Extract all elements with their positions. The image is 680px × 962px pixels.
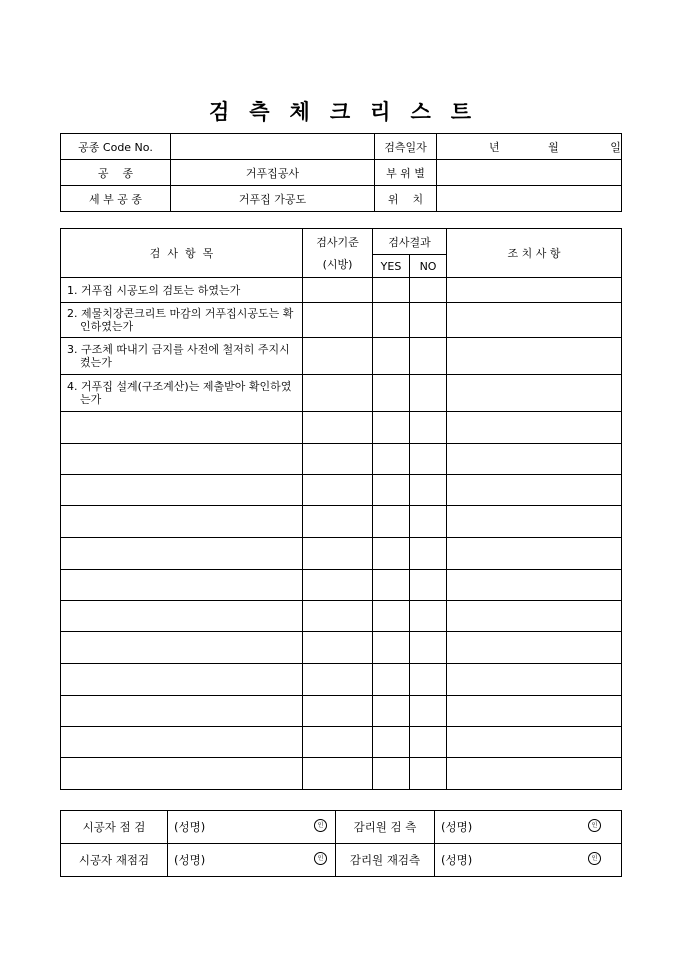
row-criteria-cell[interactable] — [303, 727, 373, 758]
part-label: 부 위 별 — [375, 160, 437, 186]
row-no-cell[interactable] — [410, 570, 447, 601]
row-criteria-cell[interactable] — [303, 475, 373, 506]
row-item-cell — [61, 538, 303, 570]
row-action-cell[interactable] — [447, 664, 622, 696]
row-yes-cell[interactable] — [373, 696, 410, 727]
row-no-cell[interactable] — [410, 727, 447, 758]
title-char: 측 — [249, 99, 270, 124]
row-yes-cell[interactable] — [373, 375, 410, 412]
row-no-cell[interactable] — [410, 303, 447, 338]
row-action-cell[interactable] — [447, 570, 622, 601]
col-criteria-line1: 검사기준 — [316, 236, 359, 249]
row-no-cell[interactable] — [410, 375, 447, 412]
sub-work-type-label: 세 부 공 종 — [61, 186, 171, 212]
title-char: 리 — [370, 99, 391, 124]
row-action-cell[interactable] — [447, 412, 622, 444]
row-criteria-cell[interactable] — [303, 696, 373, 727]
row-criteria-cell[interactable] — [303, 338, 373, 375]
location-value[interactable] — [437, 186, 622, 212]
table-row — [61, 758, 622, 790]
inspection-table — [60, 228, 622, 790]
row-action-cell[interactable] — [447, 758, 622, 790]
date-day: 일 — [610, 140, 621, 154]
col-yes-header: YES — [373, 255, 410, 278]
seal-icon: 인 — [314, 852, 327, 865]
row-no-cell[interactable] — [410, 412, 447, 444]
date-year: 년 — [489, 140, 500, 154]
contractor-inspect-label: 시공자 점 검 — [61, 811, 168, 844]
row-yes-cell[interactable] — [373, 727, 410, 758]
row-no-cell[interactable] — [410, 632, 447, 664]
table-row — [61, 375, 622, 412]
supervisor-inspect-label: 감리원 검 측 — [336, 811, 435, 844]
work-type-value[interactable]: 거푸집공사 — [171, 160, 375, 186]
row-item-cell — [61, 475, 303, 506]
table-row — [61, 475, 622, 506]
row-item-cell — [61, 696, 303, 727]
row-action-cell[interactable] — [447, 338, 622, 375]
row-yes-cell[interactable] — [373, 338, 410, 375]
row-yes-cell[interactable] — [373, 303, 410, 338]
document-title — [0, 96, 680, 126]
supervisor-inspect-name[interactable] — [435, 811, 622, 844]
contractor-reinspect-name[interactable] — [168, 844, 336, 877]
row-no-cell[interactable] — [410, 601, 447, 632]
row-action-cell[interactable] — [447, 303, 622, 338]
col-criteria-header — [303, 229, 373, 278]
title-char: 크 — [329, 99, 351, 124]
table-row — [61, 696, 622, 727]
table-row — [61, 444, 622, 475]
row-criteria-cell[interactable] — [303, 570, 373, 601]
row-criteria-cell[interactable] — [303, 375, 373, 412]
col-action-header: 조 치 사 항 — [447, 229, 622, 278]
row-item-cell — [61, 664, 303, 696]
row-yes-cell[interactable] — [373, 570, 410, 601]
table-row — [61, 727, 622, 758]
table-row — [61, 506, 622, 538]
table-row — [61, 601, 622, 632]
row-no-cell[interactable] — [410, 538, 447, 570]
title-char: 체 — [289, 99, 310, 124]
sub-work-type-value[interactable]: 거푸집 가공도 — [171, 186, 375, 212]
row-action-cell[interactable] — [447, 632, 622, 664]
row-action-cell[interactable] — [447, 696, 622, 727]
row-no-cell[interactable] — [410, 475, 447, 506]
title-char: 트 — [450, 99, 472, 124]
row-no-cell[interactable] — [410, 696, 447, 727]
inspection-date-label: 검측일자 — [375, 134, 437, 160]
supervisor-reinspect-name[interactable] — [435, 844, 622, 877]
header-table — [60, 133, 622, 212]
row-action-cell[interactable] — [447, 538, 622, 570]
table-row — [61, 538, 622, 570]
part-value[interactable] — [437, 160, 622, 186]
title-char: 검 — [208, 99, 230, 124]
row-item-cell — [61, 632, 303, 664]
row-item-cell: 4. 거푸집 설계(구조계산)는 제출받아 확인하였는가 — [61, 375, 303, 412]
table-row — [61, 632, 622, 664]
name-placeholder: (성명) — [174, 853, 206, 867]
row-item-cell: 2. 제물치장콘크리트 마감의 거푸집시공도는 확인하였는가 — [61, 303, 303, 338]
row-yes-cell[interactable] — [373, 278, 410, 303]
seal-icon: 인 — [588, 852, 601, 865]
row-item-cell: 3. 구조체 따내기 금지를 사전에 철저히 주지시켰는가 — [61, 338, 303, 375]
row-item-cell — [61, 506, 303, 538]
name-placeholder: (성명) — [441, 853, 473, 867]
table-row — [61, 570, 622, 601]
row-action-cell[interactable] — [447, 475, 622, 506]
table-row — [61, 338, 622, 375]
signature-table — [60, 810, 622, 877]
row-action-cell[interactable] — [447, 278, 622, 303]
date-month: 월 — [548, 140, 559, 154]
row-yes-cell[interactable] — [373, 664, 410, 696]
row-criteria-cell[interactable] — [303, 412, 373, 444]
row-no-cell[interactable] — [410, 506, 447, 538]
row-yes-cell[interactable] — [373, 632, 410, 664]
row-no-cell[interactable] — [410, 278, 447, 303]
row-criteria-cell[interactable] — [303, 758, 373, 790]
title-char: 스 — [410, 99, 431, 124]
work-type-code-value[interactable] — [171, 134, 375, 160]
row-item-cell — [61, 444, 303, 475]
row-item-cell — [61, 412, 303, 444]
row-criteria-cell[interactable] — [303, 303, 373, 338]
contractor-reinspect-label: 시공자 재점검 — [61, 844, 168, 877]
col-item-header: 검 사 항 목 — [61, 229, 303, 278]
row-criteria-cell[interactable] — [303, 538, 373, 570]
col-result-header: 검사결과 — [373, 229, 447, 255]
row-criteria-cell[interactable] — [303, 278, 373, 303]
work-type-label: 공 종 — [61, 160, 171, 186]
row-no-cell[interactable] — [410, 444, 447, 475]
row-item-cell — [61, 570, 303, 601]
row-no-cell[interactable] — [410, 338, 447, 375]
col-no-header: NO — [410, 255, 447, 278]
row-yes-cell[interactable] — [373, 412, 410, 444]
row-yes-cell[interactable] — [373, 538, 410, 570]
row-criteria-cell[interactable] — [303, 444, 373, 475]
seal-icon: 인 — [588, 819, 601, 832]
row-criteria-cell[interactable] — [303, 506, 373, 538]
table-row — [61, 303, 622, 338]
supervisor-reinspect-label: 감리원 재검측 — [336, 844, 435, 877]
row-criteria-cell[interactable] — [303, 601, 373, 632]
row-action-cell[interactable] — [447, 444, 622, 475]
row-item-cell: 1. 거푸집 시공도의 검토는 하였는가 — [61, 278, 303, 303]
table-row — [61, 664, 622, 696]
row-action-cell[interactable] — [447, 375, 622, 412]
row-yes-cell[interactable] — [373, 506, 410, 538]
table-row — [61, 278, 622, 303]
row-yes-cell[interactable] — [373, 444, 410, 475]
row-yes-cell[interactable] — [373, 601, 410, 632]
row-criteria-cell[interactable] — [303, 632, 373, 664]
row-item-cell — [61, 758, 303, 790]
row-action-cell[interactable] — [447, 727, 622, 758]
row-no-cell[interactable] — [410, 758, 447, 790]
col-criteria-line2: (시방) — [322, 258, 353, 271]
row-yes-cell[interactable] — [373, 475, 410, 506]
row-action-cell[interactable] — [447, 506, 622, 538]
contractor-inspect-name[interactable] — [168, 811, 336, 844]
row-action-cell[interactable] — [447, 601, 622, 632]
name-placeholder: (성명) — [174, 820, 206, 834]
table-row — [61, 412, 622, 444]
name-placeholder: (성명) — [441, 820, 473, 834]
row-criteria-cell[interactable] — [303, 664, 373, 696]
row-item-cell — [61, 727, 303, 758]
location-label: 위 치 — [375, 186, 437, 212]
row-yes-cell[interactable] — [373, 758, 410, 790]
row-item-cell — [61, 601, 303, 632]
seal-icon: 인 — [314, 819, 327, 832]
row-no-cell[interactable] — [410, 664, 447, 696]
inspection-date-value[interactable] — [437, 134, 622, 160]
work-type-code-label: 공종 Code No. — [61, 134, 171, 160]
